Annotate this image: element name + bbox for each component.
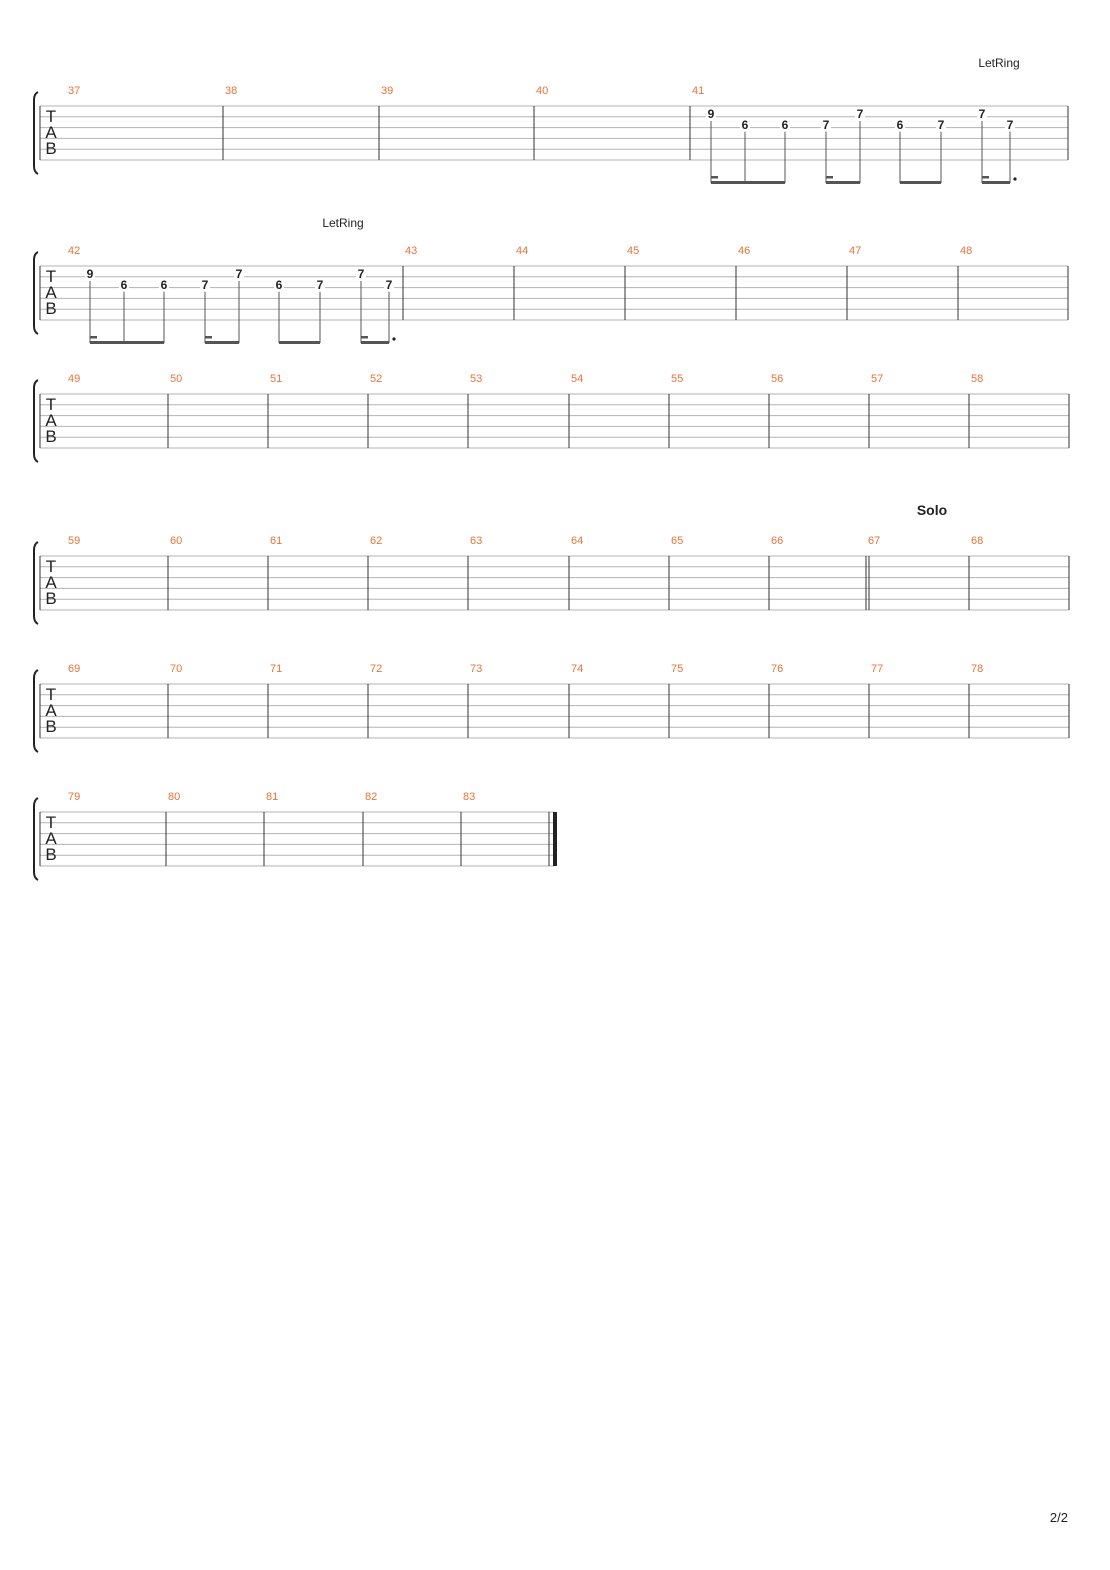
measure-number: 71 [270,663,283,675]
measure-number: 47 [849,245,862,257]
measure-number: 65 [671,535,684,547]
measure-number: 70 [170,663,183,675]
measure-number: 44 [516,245,529,257]
tab-clef-letter: A [45,701,57,720]
system-bracket [34,542,38,624]
beam-stub [711,176,718,179]
system-bracket [34,798,38,880]
tab-clef-letter: B [45,845,57,864]
section-label-solo: Solo [916,502,948,518]
fret-number: 6 [120,277,128,292]
measure-number: 78 [971,663,984,675]
staff-system [34,663,1069,752]
measure-number: 41 [692,85,705,97]
tab-clef-letter: B [45,717,57,736]
tab-clef-letter: A [45,123,57,142]
fret-number: 7 [978,107,986,121]
beam [711,181,785,184]
tab-clef-letter: T [45,813,57,832]
measure-number: 42 [68,245,81,257]
fret-number: 6 [741,117,749,132]
fret-number: 7 [822,117,830,132]
measure-number: 72 [370,663,383,675]
measure-number: 53 [470,373,483,385]
measure-number: 82 [365,791,378,803]
tab-clef-letter: T [45,267,57,286]
tab-clef-letter: A [45,411,57,430]
staff-system [34,373,1069,462]
measure-number: 48 [960,245,973,257]
beam-stub [205,336,212,339]
measure-number: 77 [871,663,884,675]
fret-number: 7 [385,277,393,292]
staff-system [34,216,1068,344]
let-ring-label: LetRing [978,56,1020,70]
fret-number: 7 [316,277,324,292]
let-ring-label: LetRing [322,216,364,230]
tab-clef-letter: B [45,139,57,158]
measure-number: 64 [571,535,584,547]
measure-number: 45 [627,245,640,257]
system-bracket [34,252,38,334]
tab-clef-letter: B [45,589,57,608]
fret-number: 7 [201,277,209,292]
page-number: 2/2 [1049,1510,1068,1525]
rhythm-dot [392,337,395,340]
beam-stub [982,176,989,179]
system-bracket [34,380,38,462]
measure-number: 79 [68,791,81,803]
beam [361,341,389,344]
beam-stub [90,336,97,339]
tab-clef-letter: T [45,107,57,126]
measure-number: 80 [168,791,181,803]
tab-clef-letter: T [45,685,57,704]
fret-number: 7 [937,117,945,132]
beam [982,181,1010,184]
measure-number: 52 [370,373,383,385]
fret-number: 7 [856,107,864,121]
fret-number: 6 [275,277,283,292]
beam [900,181,941,184]
measure-number: 76 [771,663,784,675]
tab-clef-letter: A [45,283,57,302]
final-barline-thick [553,812,557,866]
fret-number: 7 [357,267,365,281]
measure-number: 51 [270,373,283,385]
tab-clef-letter: A [45,829,57,848]
measure-number: 75 [671,663,684,675]
measure-number: 56 [771,373,784,385]
measure-number: 54 [571,373,584,385]
beam-stub [361,336,368,339]
fret-number: 9 [707,107,715,121]
measure-number: 59 [68,535,81,547]
measure-number: 60 [170,535,183,547]
measure-number: 55 [671,373,684,385]
measure-number: 61 [270,535,283,547]
fret-number: 7 [235,267,243,281]
fret-number: 9 [86,267,94,281]
measure-number: 66 [771,535,784,547]
measure-number: 57 [871,373,884,385]
measure-number: 69 [68,663,81,675]
measure-number: 63 [470,535,483,547]
beam [826,181,860,184]
measure-number: 73 [470,663,483,675]
measure-number: 83 [463,791,476,803]
measure-number: 74 [571,663,584,675]
staff-system [34,791,557,880]
measure-number: 81 [266,791,279,803]
measure-number: 62 [370,535,383,547]
system-bracket [34,92,38,174]
tab-clef-letter: A [45,573,57,592]
staff-system [34,56,1068,184]
measure-number: 37 [68,85,81,97]
measure-number: 67 [868,535,881,547]
measure-number: 49 [68,373,81,385]
tab-clef-letter: B [45,299,57,318]
measure-number: 58 [971,373,984,385]
measure-number: 50 [170,373,183,385]
beam [90,341,164,344]
tab-clef-letter: B [45,427,57,446]
beam [279,341,320,344]
fret-number: 6 [896,117,904,132]
fret-number: 6 [160,277,168,292]
measure-number: 43 [405,245,418,257]
fret-number: 7 [1006,117,1014,132]
system-bracket [34,670,38,752]
fret-number: 6 [781,117,789,132]
measure-number: 68 [971,535,984,547]
measure-number: 46 [738,245,751,257]
beam [205,341,239,344]
rhythm-dot [1013,177,1016,180]
measure-number: 38 [225,85,238,97]
staff-system [34,502,1069,624]
beam-stub [826,176,833,179]
tab-clef-letter: T [45,557,57,576]
measure-number: 40 [536,85,549,97]
measure-number: 39 [381,85,394,97]
tab-clef-letter: T [45,395,57,414]
